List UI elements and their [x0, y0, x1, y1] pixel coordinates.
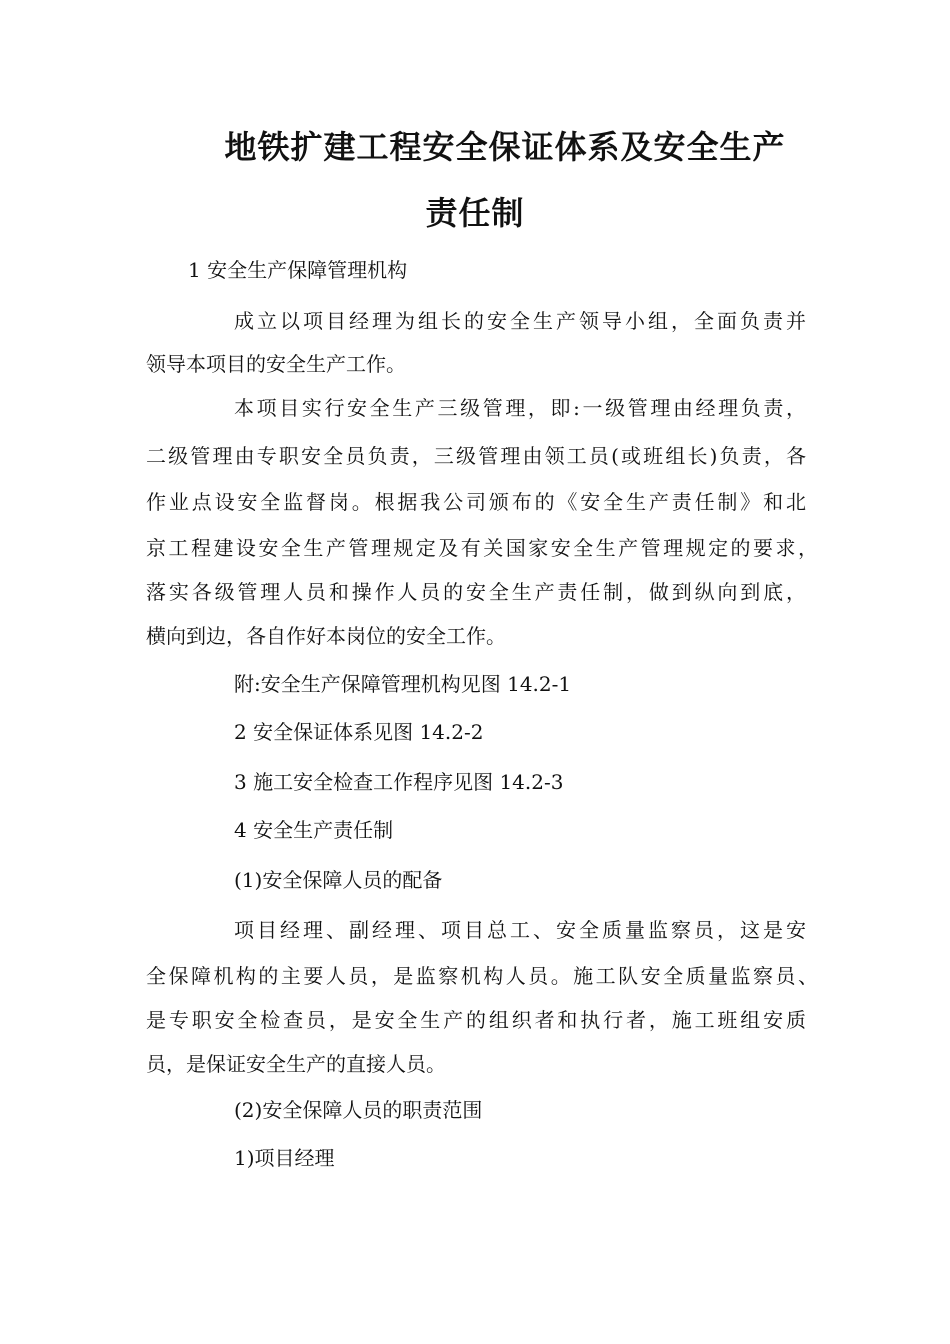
figure-reference: 附:安全生产保障管理机构见图 14.2-1: [234, 672, 572, 696]
document-title-line-2: 责任制: [425, 194, 525, 232]
paragraph-line: 落实各级管理人员和操作人员的安全生产责任制，做到纵向到底，: [146, 580, 806, 604]
subsection-heading: 1)项目经理: [234, 1146, 335, 1170]
section-heading: 2 安全保证体系见图 14.2-2: [234, 720, 484, 744]
paragraph-line: 领导本项目的安全生产工作。: [146, 352, 406, 376]
paragraph-line: 员，是保证安全生产的直接人员。: [146, 1052, 446, 1076]
paragraph-line: 项目经理、副经理、项目总工、安全质量监察员，这是安: [234, 918, 806, 942]
paragraph-line: 横向到边，各自作好本岗位的安全工作。: [146, 624, 506, 648]
paragraph-line: 是专职安全检查员，是安全生产的组织者和执行者，施工班组安质: [146, 1008, 806, 1032]
section-heading: 3 施工安全检查工作程序见图 14.2-3: [234, 770, 564, 794]
document-title-line-1: 地铁扩建工程安全保证体系及安全生产: [224, 128, 786, 166]
paragraph-line: 全保障机构的主要人员，是监察机构人员。施工队安全质量监察员、: [146, 964, 818, 988]
subsection-heading: (2)安全保障人员的职责范围: [234, 1098, 483, 1122]
section-heading: 1 安全生产保障管理机构: [188, 258, 408, 282]
paragraph-line: 京工程建设安全生产管理规定及有关国家安全生产管理规定的要求，: [146, 536, 818, 560]
paragraph-line: 本项目实行安全生产三级管理，即:一级管理由经理负责，: [234, 396, 806, 420]
paragraph-line: 成立以项目经理为组长的安全生产领导小组，全面负责并: [234, 309, 806, 333]
section-heading: 4 安全生产责任制: [234, 818, 394, 842]
paragraph-line: 二级管理由专职安全员负责，三级管理由领工员(或班组长)负责，各: [146, 444, 806, 468]
paragraph-line: 作业点设安全监督岗。根据我公司颁布的《安全生产责任制》和北: [146, 490, 806, 514]
subsection-heading: (1)安全保障人员的配备: [234, 868, 443, 892]
